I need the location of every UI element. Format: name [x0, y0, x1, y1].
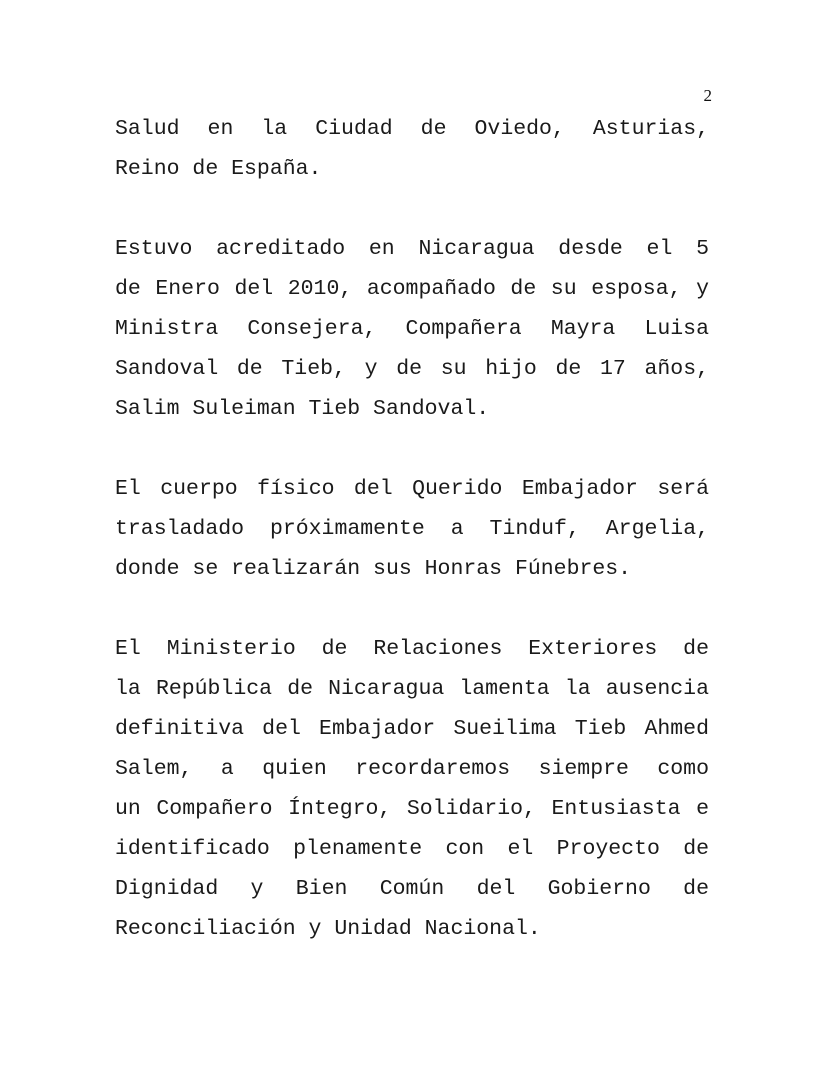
text-line: Salem, a quien recordaremos siempre como — [115, 757, 709, 781]
text-line: la República de Nicaragua lamenta la ausencia — [115, 677, 709, 701]
text-line: Sandoval de Tieb, y de su hijo de 17 años, — [115, 357, 709, 381]
paragraph-3 — [115, 472, 709, 592]
text-line: Estuvo acreditado en Nicaragua desde el 5 — [115, 237, 709, 261]
text-line: Ministra Consejera, Compañera Mayra Luisa — [115, 317, 709, 341]
text-line: trasladado próximamente a Tinduf, Argelia, — [115, 517, 709, 541]
text-line: identificado plenamente con el Proyecto de — [115, 837, 709, 861]
page-number: 2 — [703, 86, 712, 105]
paragraph-2 — [115, 232, 709, 432]
text-line: de Enero del 2010, acompañado de su esposa, y — [115, 277, 709, 301]
paragraph-1 — [115, 112, 709, 192]
paragraph-4 — [115, 632, 709, 952]
text-line: El cuerpo físico del Querido Embajador será — [115, 477, 709, 501]
text-line: Salud en la Ciudad de Oviedo, Asturias, — [115, 117, 709, 141]
text-line: un Compañero Íntegro, Solidario, Entusiasta e — [115, 797, 709, 821]
document-body — [115, 112, 709, 992]
text-line: Salim Suleiman Tieb Sandoval. — [115, 397, 490, 421]
text-line: Reino de España. — [115, 157, 322, 181]
text-line: Reconciliación y Unidad Nacional. — [115, 917, 541, 941]
text-line: El Ministerio de Relaciones Exteriores de — [115, 637, 709, 661]
text-line: donde se realizarán sus Honras Fúnebres. — [115, 557, 632, 581]
text-line: Dignidad y Bien Común del Gobierno de — [115, 877, 709, 901]
text-line: definitiva del Embajador Sueilima Tieb Ahmed — [115, 717, 709, 741]
